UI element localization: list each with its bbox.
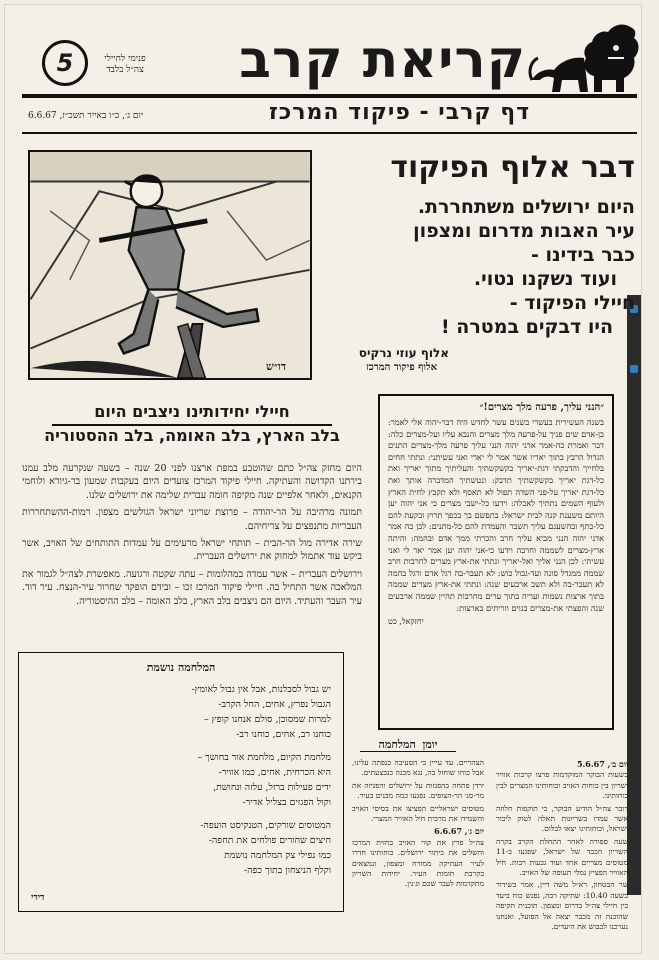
masthead <box>14 18 644 98</box>
poem-line: מלחמת הקיום, מלחמת אור בחושך – <box>197 752 331 763</box>
issue-number-badge: 5 <box>42 40 88 86</box>
commander-message-line: היום ירושלים משתחררת. <box>417 196 635 218</box>
commander-message <box>325 195 635 339</box>
poem-title: המלחמה נושמת <box>146 661 216 674</box>
poem-line: למרות שמסוכן, סולם אנחנו קופץ – <box>204 714 331 725</box>
diary-entry: מטוסים ישראליים הפציצו את בסיסי האויב והשמידו את מרבית חיל האוויר המצרי. <box>352 803 484 824</box>
masthead-rule <box>22 94 637 98</box>
poem-line: וקלף הניצחון בתוך כפה- <box>243 865 331 876</box>
soldier-cartoon <box>28 150 312 380</box>
poem-line: המטוסים שורקים, הטנקיסט הועפה- <box>200 820 331 831</box>
scripture-reference: יחזקאל, כט <box>388 617 424 627</box>
diary-date-heading: יום ב׳, 5.6.67 <box>576 759 628 769</box>
diary-entry: שעה ספורה לאחר התחלת הקרב בקרה השריון הכבד של ישראל, שפגעו ב-11 מטוסים מצריים אחד ועוד גבעות רבות. חיל האוויר הפציץ נמלי תעופה של האויב. <box>496 836 628 878</box>
scripture-box <box>378 394 614 730</box>
diary-entry: שר הבטחון, רא״ל משה דיין, אמר בשידור בשעה 10.40: שתיקה רבה, נפגש כוח ביעד בין חיילי צה״ל בדרום ומצפון. תוכנית תקיפה שהוכנה זה מכבר יצאה אל הפועל, ואנחנו נערכנו לכבוש את היעדים. <box>496 880 628 932</box>
diary-date-heading: יום ג׳, 6.6.67 <box>434 826 484 837</box>
diary-column-left <box>352 758 484 918</box>
diary-entry: בשעות הבוקר המוקדמות פרצו קרבות אוויר ושריון בין כוחות האויב וכוחותינו המצרים לבין כוחותינו. <box>496 770 628 801</box>
side-scrollbar[interactable] <box>627 295 641 895</box>
article-body <box>22 462 362 612</box>
poem-line: וקול הפגזים בצליל אדיר- <box>242 797 331 808</box>
war-diary-title: יומן המלחמה <box>360 738 456 752</box>
lion-logo-icon <box>524 22 644 96</box>
poem-line: היא הכרחית, אחים, כמו אוויר- <box>218 767 331 778</box>
commander-headline: דבר אלוף הפיקוד <box>390 150 635 185</box>
diary-entry: דובר צה״ל הודיע הבוקר, כי תוקפות חלוזה אשר עמדו בשריונות תאלה לטוק ליבור ישראל, וכוחותינו יצאו לבלום. <box>496 803 628 834</box>
poem-line: חיצים שחורים פולחים את תחפה- <box>208 835 331 846</box>
stanza-gap <box>31 810 331 818</box>
scripture-text: בשנה העשירית בעשרי בשנים עשר לחדש היה דבר-יהוה אלי לאמר: בן-אדם שים פניך על-פרעה מלך מצרים והנבא עליו ועל-מצרים כלה: דבר ואמרת כה-אמר אדני יהוה הנני עליך פרעה מלך-מצרים התנים הגדול הרבץ בתוך יאריו אשר אמר לי יארי ואני עשיתני: ונתתי חחים בלחייך והדבקתי דגת-יאריך בקשקשתיך והעליתיך מתוך יאריך ואת כל-דגת יאריך בקשקשתיך תדבק: ונטשתיך המדברה אותך ואת כל-דגת יאריך על-פני השדה תפול לא תאסף ולא תקבץ לחית הארץ ולעוף השמים נתתיך לאכלה: וידעו כל-ישבי מצרים כי אני יהוה יען היותם משענת קנה לבית ישראל: בתפשם בך בכפך תרוץ ובקעת להם כל-כתף ובהשענם עליך תשבר והעמדת להם כל-מתנים: לכן כה אמר אדני יהוה הנני מביא עליך חרב והכרתי ממך אדם ובהמה: והיתה ארץ-מצרים לשממה וחרבה וידעו כי-אני יהוה יען אמר יאר לי ואני עשיתי: לכן הנני אליך ואל-יאריך ונתתי את-ארץ מצרים לחרבות חרב שממה ממגדל סונה ועד-גבול כוש: לא תעבר-בה רגל אדם ורגל בהמה לא תעבר-בה ולא תשב ארבעים שנה: ונתתי את-ארץ מצרים שממה בתוך ארצות נשמות ועריה בתוך ערים מחרבות תהיין שממה ארבעים שנה והפצתי את-מצרים בגוים וזריתים בארצות: <box>388 417 604 613</box>
subhead-rule <box>22 132 637 134</box>
article-paragraph: שירה אדירה מול הר-הבית – תותחי ישראל מרעימים על עמדות התותחים של האויב, אשר ביקש עוד אתמול למחוק את ירושלים העברית. <box>22 538 362 563</box>
war-diary <box>352 758 628 932</box>
stanza-gap <box>31 742 331 750</box>
poem-line: הגבול נפרץ, אחים, החל הקרב- <box>218 699 331 710</box>
diary-entry: ירדן פתחה בהפגזות על ירושלים והפגיזה את מר-סנ׳ הר-הצופים. נפגעו כמה מבנים בעיר. <box>352 780 484 801</box>
poem-line: כמו נפילי צק המלחמה נושמת <box>224 850 331 861</box>
poem-line: יש גבול לסבלנות, אבל אין גבול לאומץ- <box>191 684 331 695</box>
commander-message-line: עיר האבות מדרום ומצפון <box>413 220 635 242</box>
commander-signature-name: אלוף עוזי נרקיס <box>358 346 449 360</box>
article-paragraph: תמונה מרהיבה על הר-יהודה – פרוצת שריוני ישראל הגולשים מצפון. רמות-ההשתחררות העבריות מתנפצים על צריחיהם. <box>22 507 362 532</box>
newspaper-title: קריאת קרב <box>239 30 526 90</box>
diary-column-right <box>496 758 628 932</box>
article-headline-line: בלב הארץ, בלב האומה, בלב ההסטוריה <box>44 426 340 445</box>
poem-line: ידים פעילות ברזל, עלזה ונחושת, <box>213 782 331 793</box>
commander-signature-role: אלוף פיקוד המרכז <box>366 362 437 373</box>
soldier-cartoon-illustration <box>30 152 310 378</box>
section-subhead: דף קרבי - פיקוד המרכז <box>268 100 531 125</box>
commander-message-line: כבר בידינו - <box>531 244 635 266</box>
commander-message-line: היו דבקים במטרה ! <box>441 316 613 338</box>
diary-entry: הצהריים. עד עייין כי הסעיבה כנפתה עלינו, אבל כוחו שוחזל בה, נגא מכנה כנבצעתים. <box>352 758 484 778</box>
commander-message-line: חיילי הפיקוד - <box>509 292 635 314</box>
poem-author: דידי <box>31 893 45 903</box>
commander-message-line: ועוד נשקנו נטוי. <box>473 268 617 290</box>
diary-entry: צה״ל פרץ את קווי האויב בחזית המרכז והשלים את כיתור ירושלים. כוחותינו חדרו לעיר העתיקה ממזרח ומצפון, ונמצאים בקרבת חומות העיר. יחידות השריון מתקדמות לעבר שכם וג׳נין. <box>352 837 484 889</box>
strip-marker <box>630 365 638 373</box>
article-headline-line: חיילי יחידותינו ניצבים היום <box>94 402 290 421</box>
article-headline <box>22 402 362 446</box>
issue-note: פנימי לחיילי צה״ל בלבד <box>104 54 146 75</box>
scripture-title: ״הנני עליך, פרעה מלך מצרים!״ <box>479 402 604 413</box>
article-paragraph: וירושלים העברית – אשר עמדה במהלומות – עתה שקטה ורגועה. מאפשרת לצה״ל לגמור את המלאכה אשר התחיל בה. חיילי פיקוד המרכז זכו – ובידם הופקד שחרור עיר-הנצח. עיר דוד. עיר העבר והעתיד. היום הם ניצבים בלב הארץ, בלב האומה – בלב ההיסטוריה. <box>22 568 362 607</box>
date-line: יום ג׳, כ״ו באייר תשכ״ז, 6.6.67 <box>28 111 144 121</box>
article-paragraph: היום מחזק צה״ל כתם שהוטבע במפת ארצנו לפני 20 שנה – בשעה שנקרעה מלב עמנו בירתנו הקדושה והעתיקה. חיילי פיקוד המרכז צועדים היום בעקבות שמעון בר-גיורא ולוחמי הקנאים, ולאחר אלפיים שנה מקיפה חומה עברית שלימה את ירושלים שלנו. <box>22 463 362 501</box>
artist-signature: דו״ש <box>266 360 287 373</box>
poem-line: כוחנו רב, אחים, כוחנו רב- <box>236 729 331 740</box>
poem-box <box>18 652 344 912</box>
